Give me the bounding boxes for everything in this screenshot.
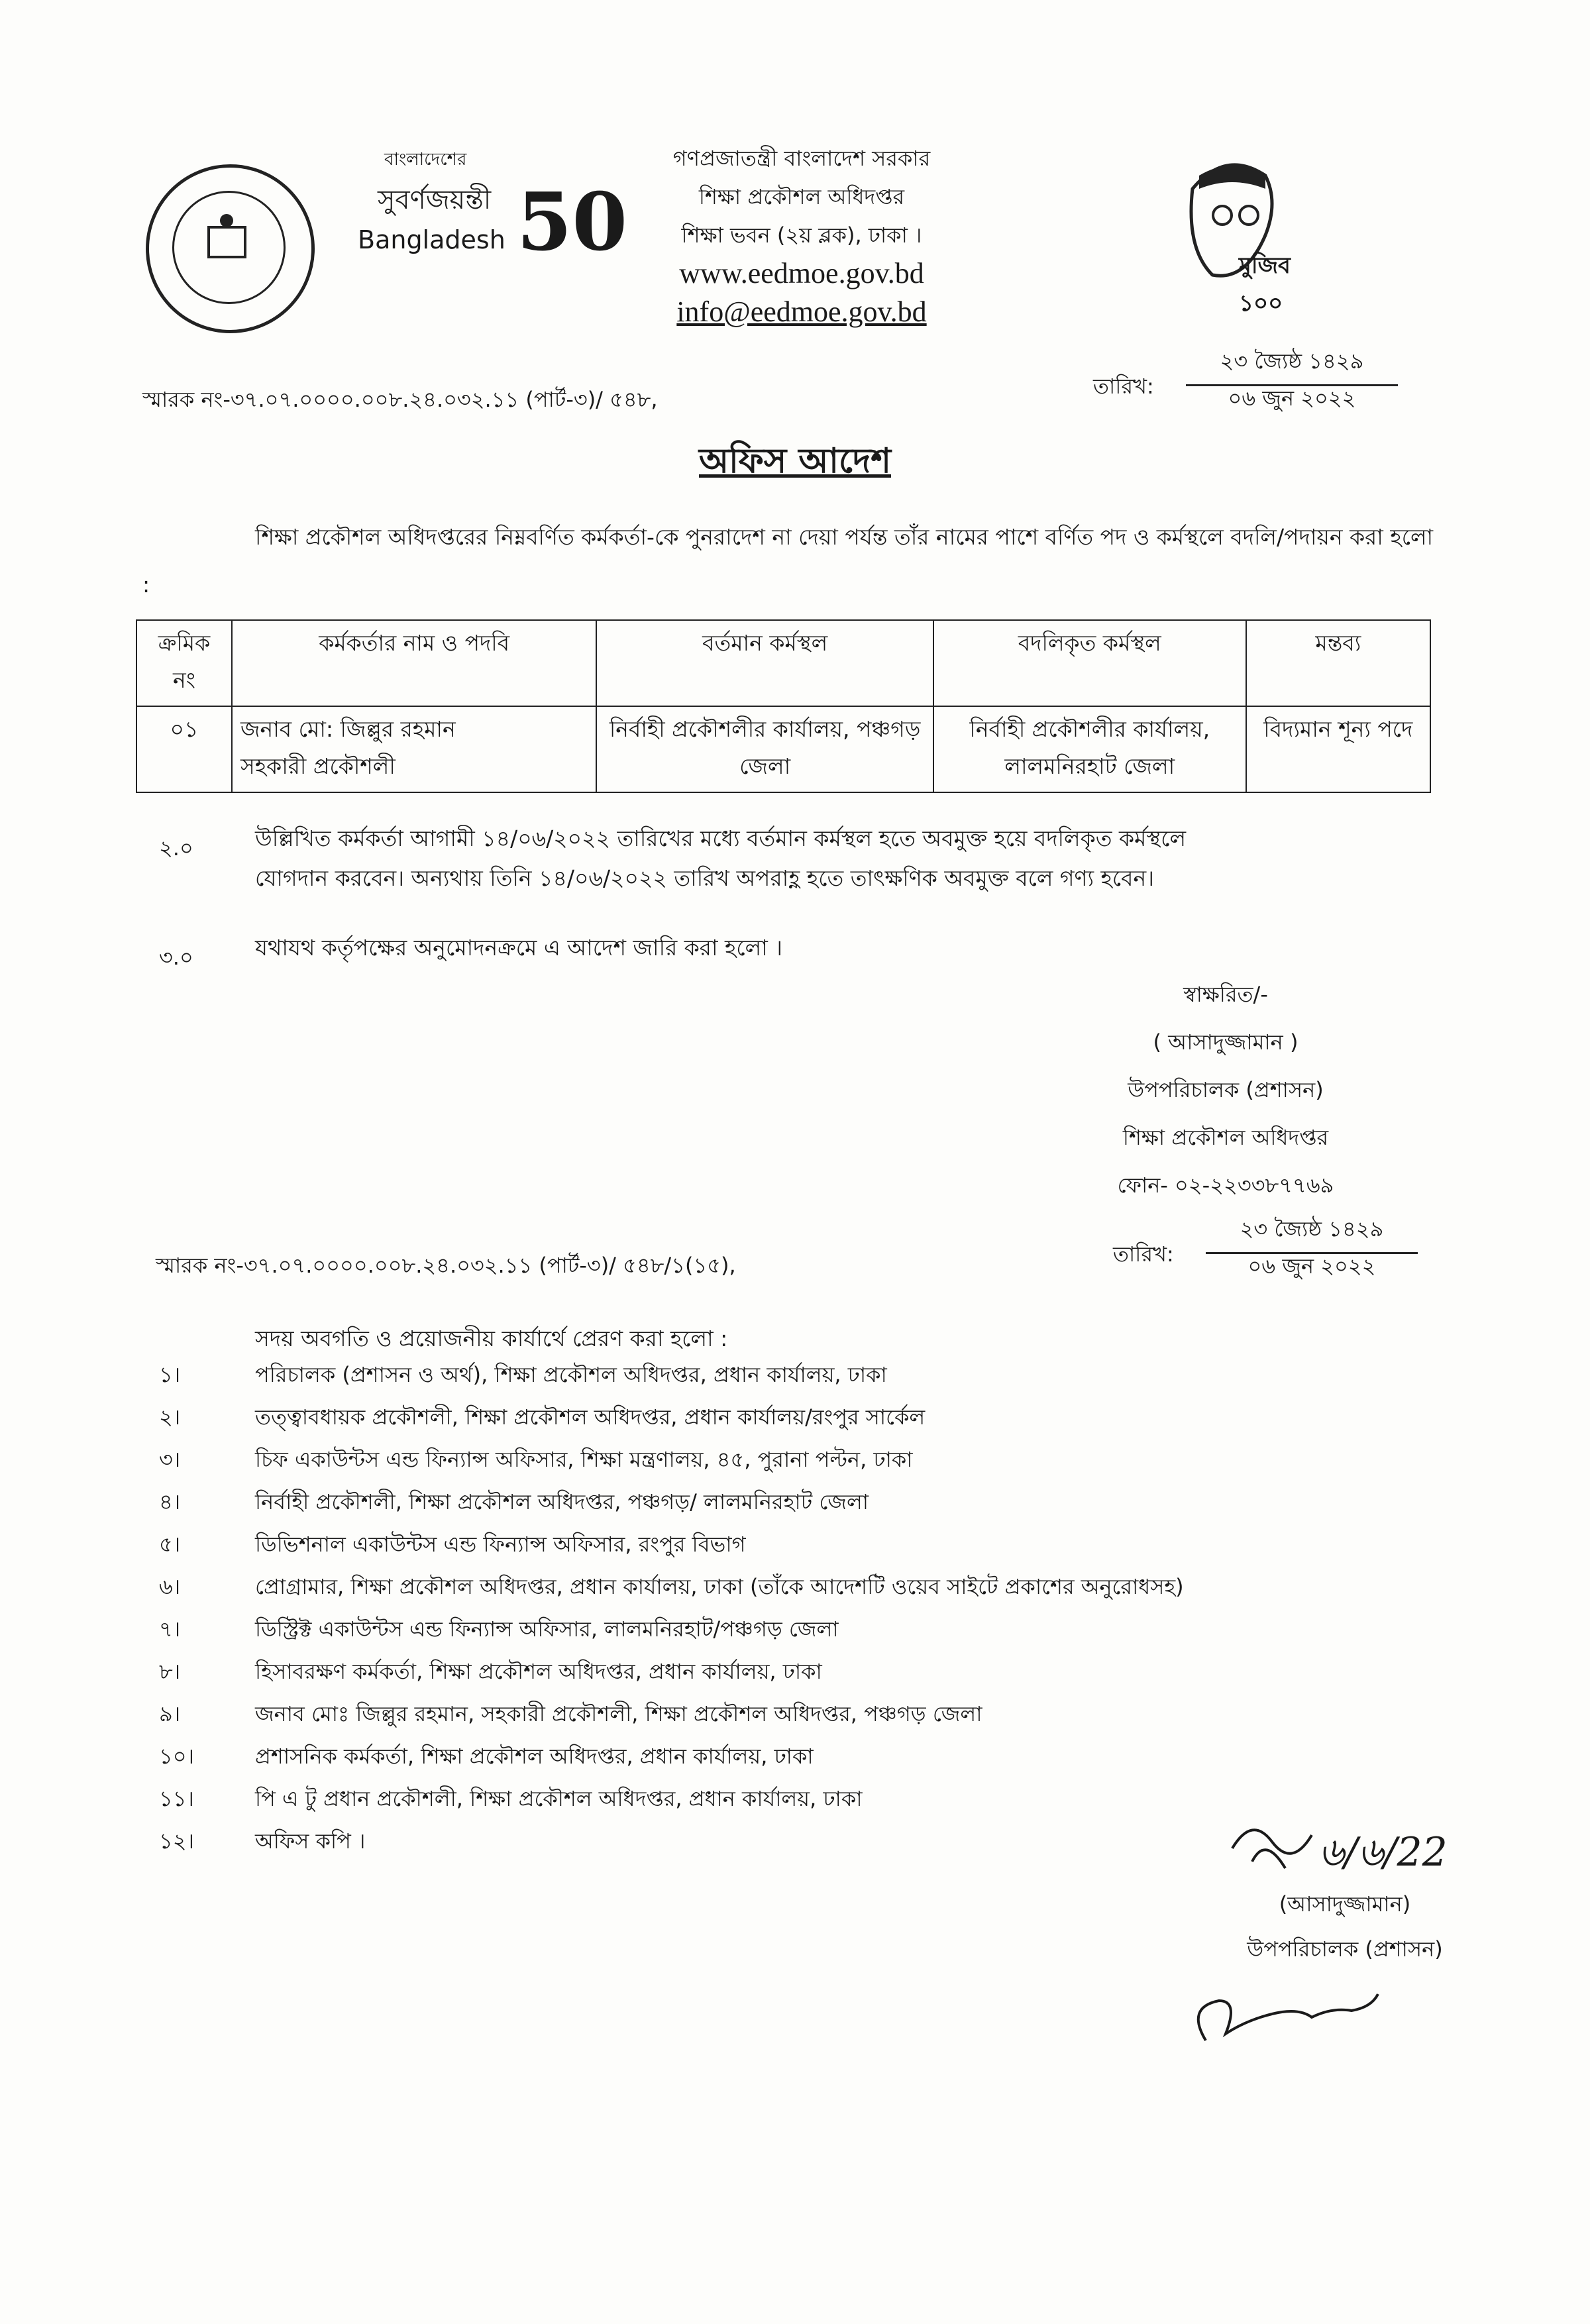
signatory-name: ( আসাদুজ্জামান ) xyxy=(1153,1030,1298,1055)
list-item: ১১। পি এ টু প্রধান প্রকৌশলী, শিক্ষা প্রকৌশল অধিদপ্তর, প্রধান কার্যালয়, ঢাকা xyxy=(159,1786,863,1811)
row-name xyxy=(232,706,596,792)
memo-reference-2: স্মারক নং-৩৭.০৭.০০০০.০০৮.২৪.০৩২.১১ (পার্ট-৩)/ ৫৪৮/১(১৫), xyxy=(156,1253,736,1278)
list-item: ৯। জনাব মোঃ জিল্লুর রহমান, সহকারী প্রকৌশলী, শিক্ষা প্রকৌশল অধিদপ্তর, পঞ্চগড় জেলা xyxy=(159,1701,982,1726)
signatory-designation: উপপরিচালক (প্রশাসন) xyxy=(1128,1077,1324,1102)
letterhead xyxy=(629,139,974,331)
row-current: নির্বাহী প্রকৌশলীর কার্যালয়, পঞ্চগড় জেলা xyxy=(596,706,933,792)
list-item: ২। তত্ত্বাবধায়ক প্রকৌশলী, শিক্ষা প্রকৌশল অধিদপ্তর, প্রধান কার্যালয়/রংপুর সার্কেল xyxy=(159,1404,926,1430)
initials-signature xyxy=(1179,1981,1391,2060)
row-serial: ০১ xyxy=(136,706,232,792)
list-item: ১। পরিচালক (প্রশাসন ও অর্থ), শিক্ষা প্রকৌশল অধিদপ্তর, প্রধান কার্যালয়, ঢাকা xyxy=(159,1362,887,1387)
col-current: বর্তমান কর্মস্থল xyxy=(596,620,933,706)
distribution-intro: সদয় অবগতি ও প্রয়োজনীয় কার্যার্থে প্রেরণ করা হলো : xyxy=(255,1326,728,1351)
department-logo xyxy=(146,164,315,333)
header-line-2: শিক্ষা প্রকৌশল অধিদপ্তর xyxy=(698,184,905,209)
signatory-designation-2: উপপরিচালক (প্রশাসন) xyxy=(1247,1936,1443,1962)
row-transferred: নির্বাহী প্রকৌশলীর কার্যালয়, লালমনিরহাট জেলা xyxy=(933,706,1246,792)
row-remark: বিদ্যমান শূন্য পদে xyxy=(1246,706,1430,792)
list-item: ১২। অফিস কপি । xyxy=(159,1828,366,1854)
list-item: ১০। প্রশাসনিক কর্মকর্তা, শিক্ষা প্রকৌশল অধিদপ্তর, প্রধান কার্যালয়, ঢাকা xyxy=(159,1744,814,1769)
list-item: ৭। ডিস্ট্রিক্ট একাউন্টস এন্ড ফিন্যান্স অফিসার, লালমনিরহাট/পঞ্চগড় জেলা xyxy=(159,1616,839,1642)
distribution-list xyxy=(159,1358,1418,1867)
clause-2-line-1: উল্লিখিত কর্মকর্তা আগামী ১৪/০৬/২০২২ তারিখের মধ্যে বর্তমান কর্মস্থল হতে অবমুক্ত হয়ে বদলিকৃত কর্মস্থলে xyxy=(255,825,1187,851)
signature-block-1 xyxy=(1040,971,1411,1209)
memo-date-2: তারিখ: ২৩ জ্যৈষ্ঠ ১৪২৯ ০৬ জুন ২০২২ xyxy=(1113,1212,1418,1285)
col-serial: ক্রমিক নং xyxy=(136,620,232,706)
list-item: ৬। প্রোগ্রামার, শিক্ষা প্রকৌশল অধিদপ্তর, প্রধান কার্যালয়, ঢাকা (তাঁকে আদেশটি ওয়েব সাইটে প্রকাশের অনুরোধসহ) xyxy=(159,1574,1184,1599)
email-link[interactable]: info@eedmoe.gov.bd xyxy=(676,295,927,328)
table-row xyxy=(136,706,1430,792)
signatory-name-2: (আসাদুজ্জামান) xyxy=(1279,1891,1411,1917)
signed-label: স্বাক্ষরিত/- xyxy=(1183,982,1268,1007)
website-link[interactable]: www.eedmoe.gov.bd xyxy=(679,257,924,290)
header-line-1: গণপ্রজাতন্ত্রী বাংলাদেশ সরকার xyxy=(672,146,931,171)
golden-jubilee-logo: বাংলাদেশের সুবর্ণজয়ন্তী Bangladesh 50 xyxy=(358,150,627,269)
officer-designation: সহকারী প্রকৌশলী xyxy=(240,753,396,779)
clause-3-line-1: যথাযথ কর্তৃপক্ষের অনুমোদনক্রমে এ আদেশ জারি করা হলো । xyxy=(255,935,783,961)
list-item: ৮। হিসাবরক্ষণ কর্মকর্তা, শিক্ষা প্রকৌশল অধিদপ্তর, প্রধান কার্যালয়, ঢাকা xyxy=(159,1659,822,1684)
memo-reference-1: স্মারক নং-৩৭.০৭.০০০০.০০৮.২৪.০৩২.১১ (পার্ট-৩)/ ৫৪৮, xyxy=(142,387,658,412)
intro-paragraph: শিক্ষা প্রকৌশল অধিদপ্তরের নিম্নবর্ণিত কর্মকর্তা-কে পুনরাদেশ না দেয়া পর্যন্ত তাঁর নামের পাশে বর্ণিত পদ ও কর্মস্থলে বদলি/পদায়ন করা হলো : xyxy=(142,524,1434,598)
clause-2-line-2: যোগদান করবেন। অন্যথায় তিনি ১৪/০৬/২০২২ তারিখ অপরাহ্ণ হতে তাৎক্ষণিক অবমুক্ত বলে গণ্য হবেন। xyxy=(255,865,1155,891)
list-item: ৪। নির্বাহী প্রকৌশলী, শিক্ষা প্রকৌশল অধিদপ্তর, পঞ্চগড়/ লালমনিরহাট জেলা xyxy=(159,1489,869,1514)
clause-2-number: ২.০ xyxy=(159,835,193,861)
list-item: ৩। চিফ একাউন্টস এন্ড ফিন্যান্স অফিসার, শিক্ষা মন্ত্রণালয়, ৪৫, পুরানা পল্টন, ঢাকা xyxy=(159,1447,913,1472)
memo-date-1: তারিখ: ২৩ জ্যৈষ্ঠ ১৪২৯ ০৬ জুন ২০২২ xyxy=(1093,344,1398,417)
col-remark: মন্তব্য xyxy=(1246,620,1430,706)
signatory-phone: ফোন- ০২-২২৩৩৮৭৭৬৯ xyxy=(1117,1173,1334,1198)
signatory-office: শিক্ষা প্রকৌশল অধিদপ্তর xyxy=(1122,1125,1329,1150)
officer-name: জনাব মো: জিল্লুর রহমান xyxy=(240,716,456,742)
signature-block-2 xyxy=(1192,1881,1497,1972)
transfer-table xyxy=(136,619,1431,793)
list-item: ৫। ডিভিশনাল একাউন্টস এন্ড ফিন্যান্স অফিসার, রংপুর বিভাগ xyxy=(159,1532,746,1557)
clause-3-number: ৩.০ xyxy=(159,945,193,970)
header-line-3: শিক্ষা ভবন (২য় ব্লক), ঢাকা । xyxy=(681,223,922,248)
col-name: কর্মকর্তার নাম ও পদবি xyxy=(232,620,596,706)
col-transferred: বদলিকৃত কর্মস্থল xyxy=(933,620,1246,706)
handwritten-signature: ৬/৬/22 xyxy=(1226,1809,1491,1888)
mujib-100-logo: মুজিব ১০০ xyxy=(1166,149,1332,301)
document-title: অফিস আদেশ xyxy=(698,441,891,481)
